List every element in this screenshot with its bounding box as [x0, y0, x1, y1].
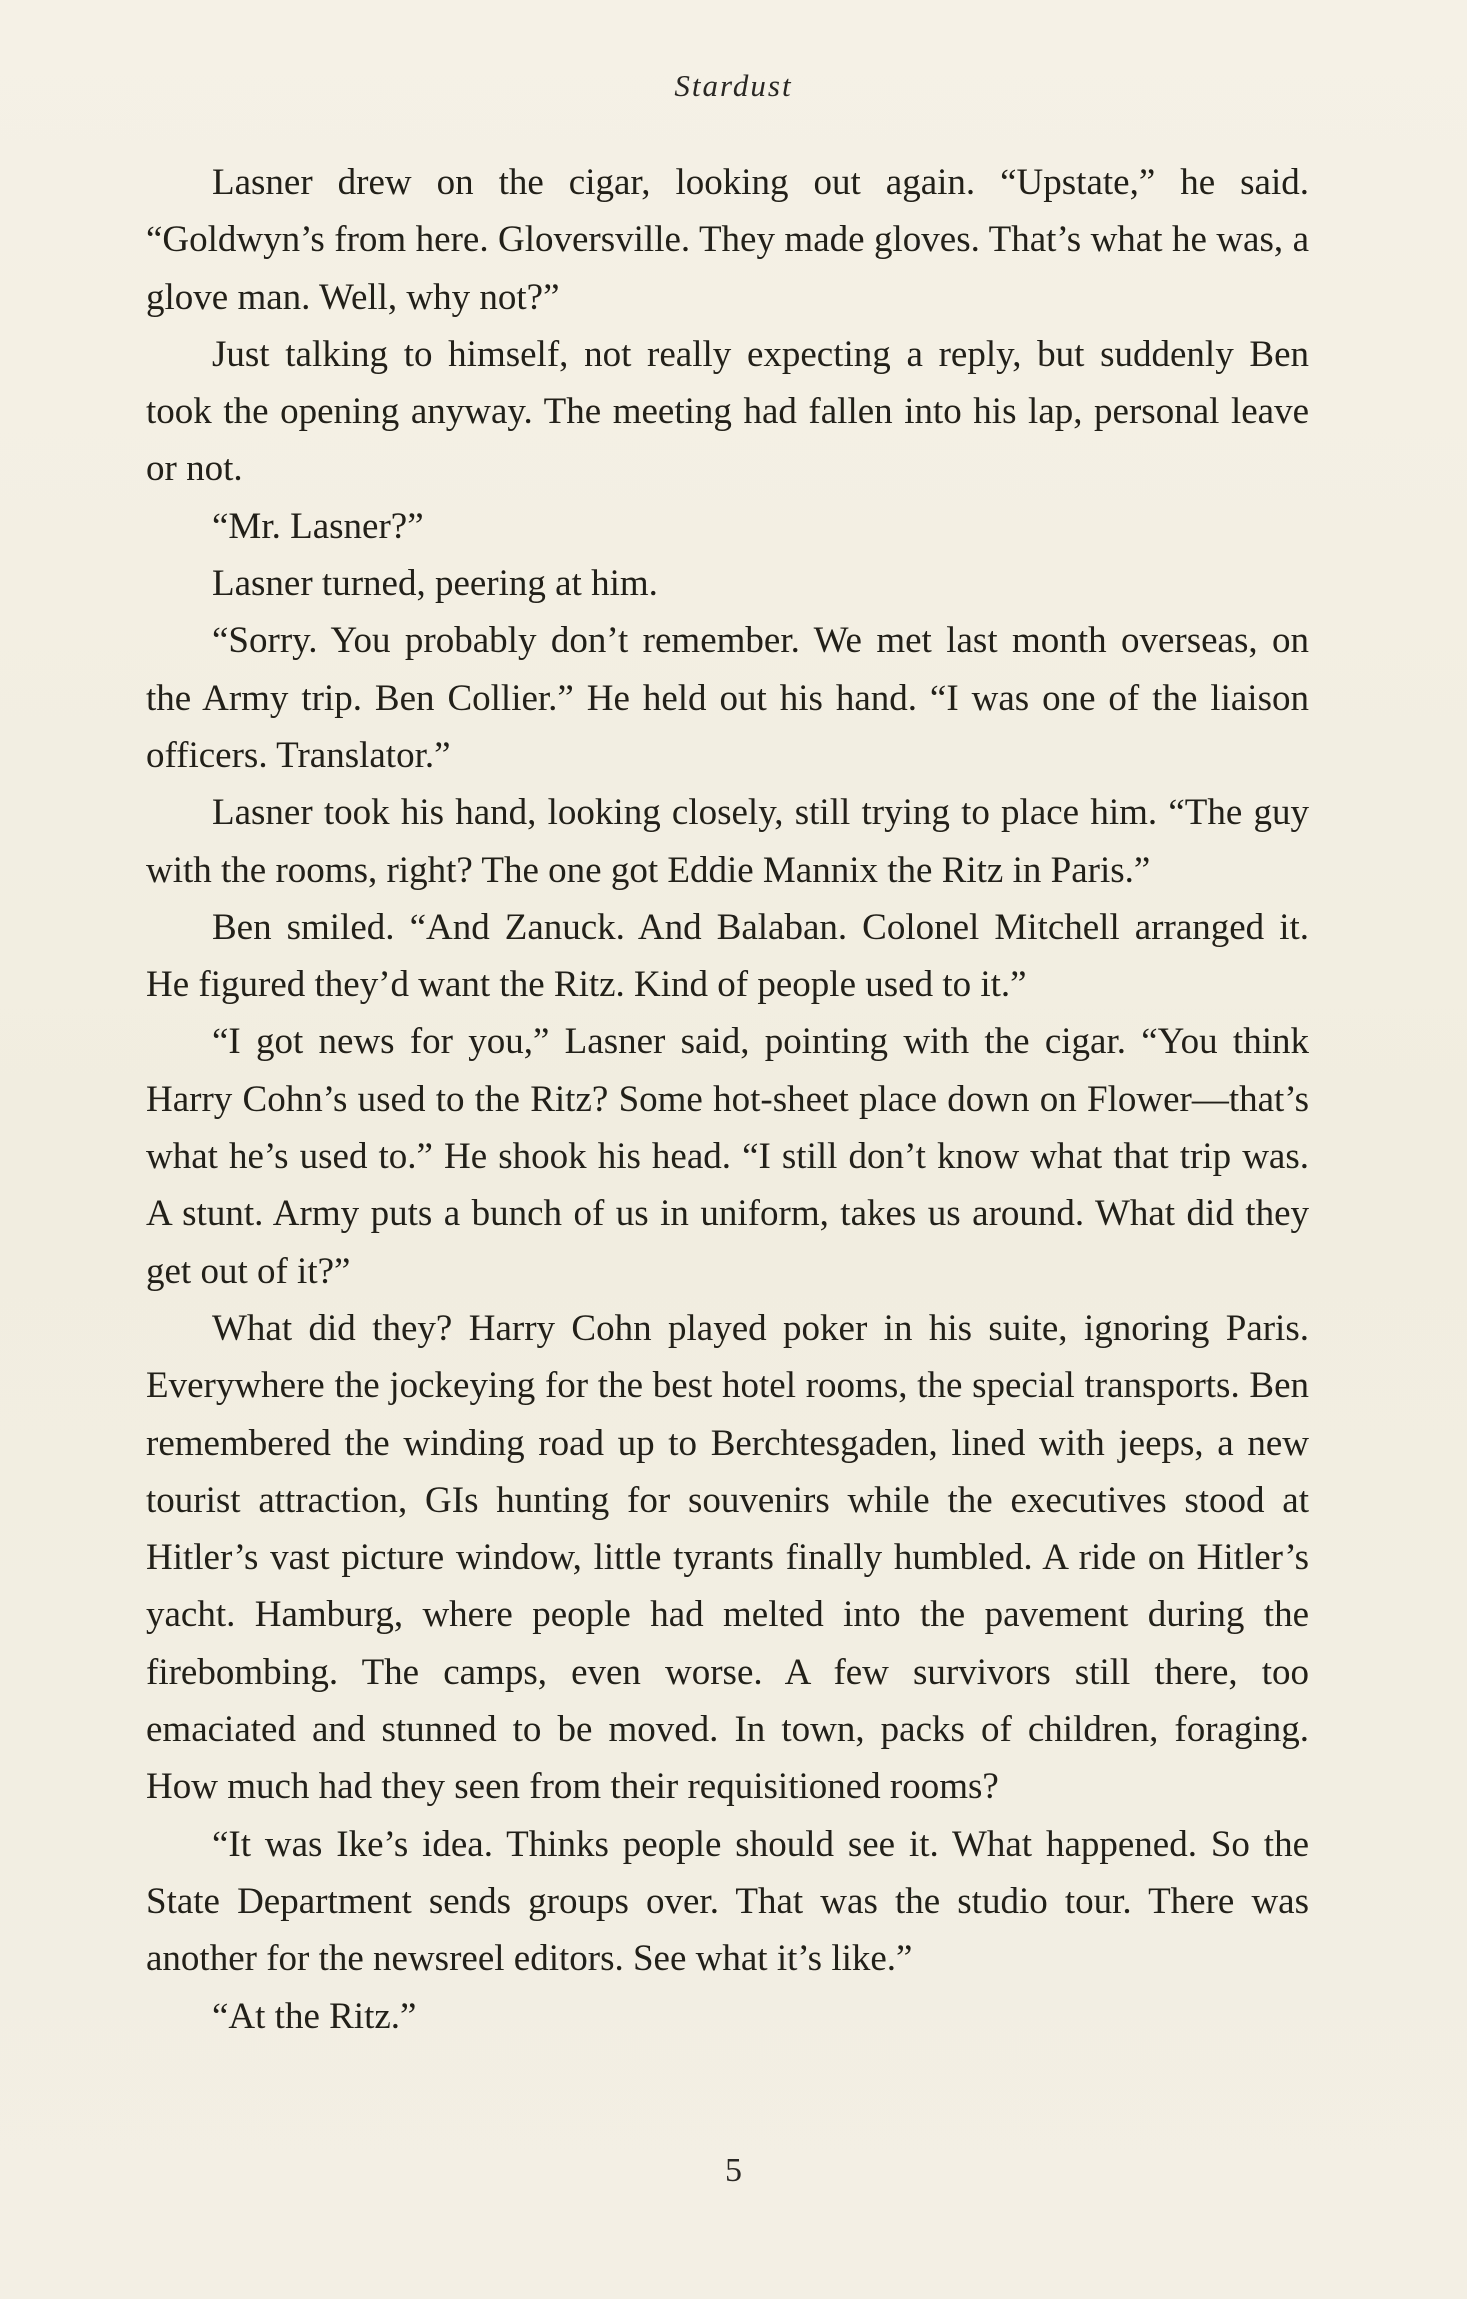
- paragraph: “Sorry. You probably don’t remember. We met last month overseas, on the Army trip. Ben Collier.” He held out his hand. “I was one of the liaison officers. Translator.”: [146, 620, 1309, 776]
- body-text: [146, 154, 1309, 2045]
- paragraph: Lasner took his hand, looking closely, still trying to place him. “The guy with the rooms, right? The one got Eddie Mannix the Ritz in Paris.”: [146, 792, 1309, 891]
- paragraph: Just talking to himself, not really expecting a reply, but suddenly Ben took the opening anyway. The meeting had fallen into his lap, personal leave or not.: [146, 333, 1309, 490]
- paragraph: “It was Ike’s idea. Thinks people should see it. What happened. So the State Department sends groups over. That was the studio tour. There was another for the newsreel editors. See what it’s like.”: [146, 1823, 1309, 1980]
- paragraph: Lasner drew on the cigar, looking out again. “Upstate,” he said. “Goldwyn’s from here. Gloversville. They made gloves. That’s what he was, a glove man. Well, why not?”: [146, 162, 1309, 318]
- paragraph: “At the Ritz.”: [212, 1995, 417, 2037]
- page-number: 5: [725, 2152, 742, 2189]
- paragraph: Ben smiled. “And Zanuck. And Balaban. Colonel Mitchell arranged it. He figured they’d want the Ritz. Kind of people used to it.”: [146, 906, 1309, 1006]
- paragraph: “I got news for you,” Lasner said, pointing with the cigar. “You think Harry Cohn’s used to the Ritz? Some hot-sheet place down on Flower—that’s what he’s used to.” He shook his head. “I still don’t know what that trip was. A stunt. Army puts a bunch of us in uniform, takes us around. What did they get out of it?”: [146, 1021, 1309, 1292]
- running-head: Stardust: [674, 68, 793, 103]
- paragraph: Lasner turned, peering at him.: [212, 563, 658, 605]
- paragraph: What did they? Harry Cohn played poker in his suite, ignoring Paris. Everywhere the jockeying for the best hotel rooms, the special transports. Ben remembered the winding road up to Berchtesgaden, lined with jeeps, a new tourist attraction, GIs hunting for souvenirs while the executives stood at Hitler’s vast picture window, little tyrants finally humbled. A ride on Hitler’s yacht. Hamburg, where people had melted into the pavement during the firebombing. The camps, even worse. A few survivors still there, too emaciated and stunned to be moved. In town, packs of children, foraging. How much had they seen from their requisitioned rooms?: [146, 1307, 1309, 1808]
- paragraph: “Mr. Lasner?”: [212, 505, 424, 547]
